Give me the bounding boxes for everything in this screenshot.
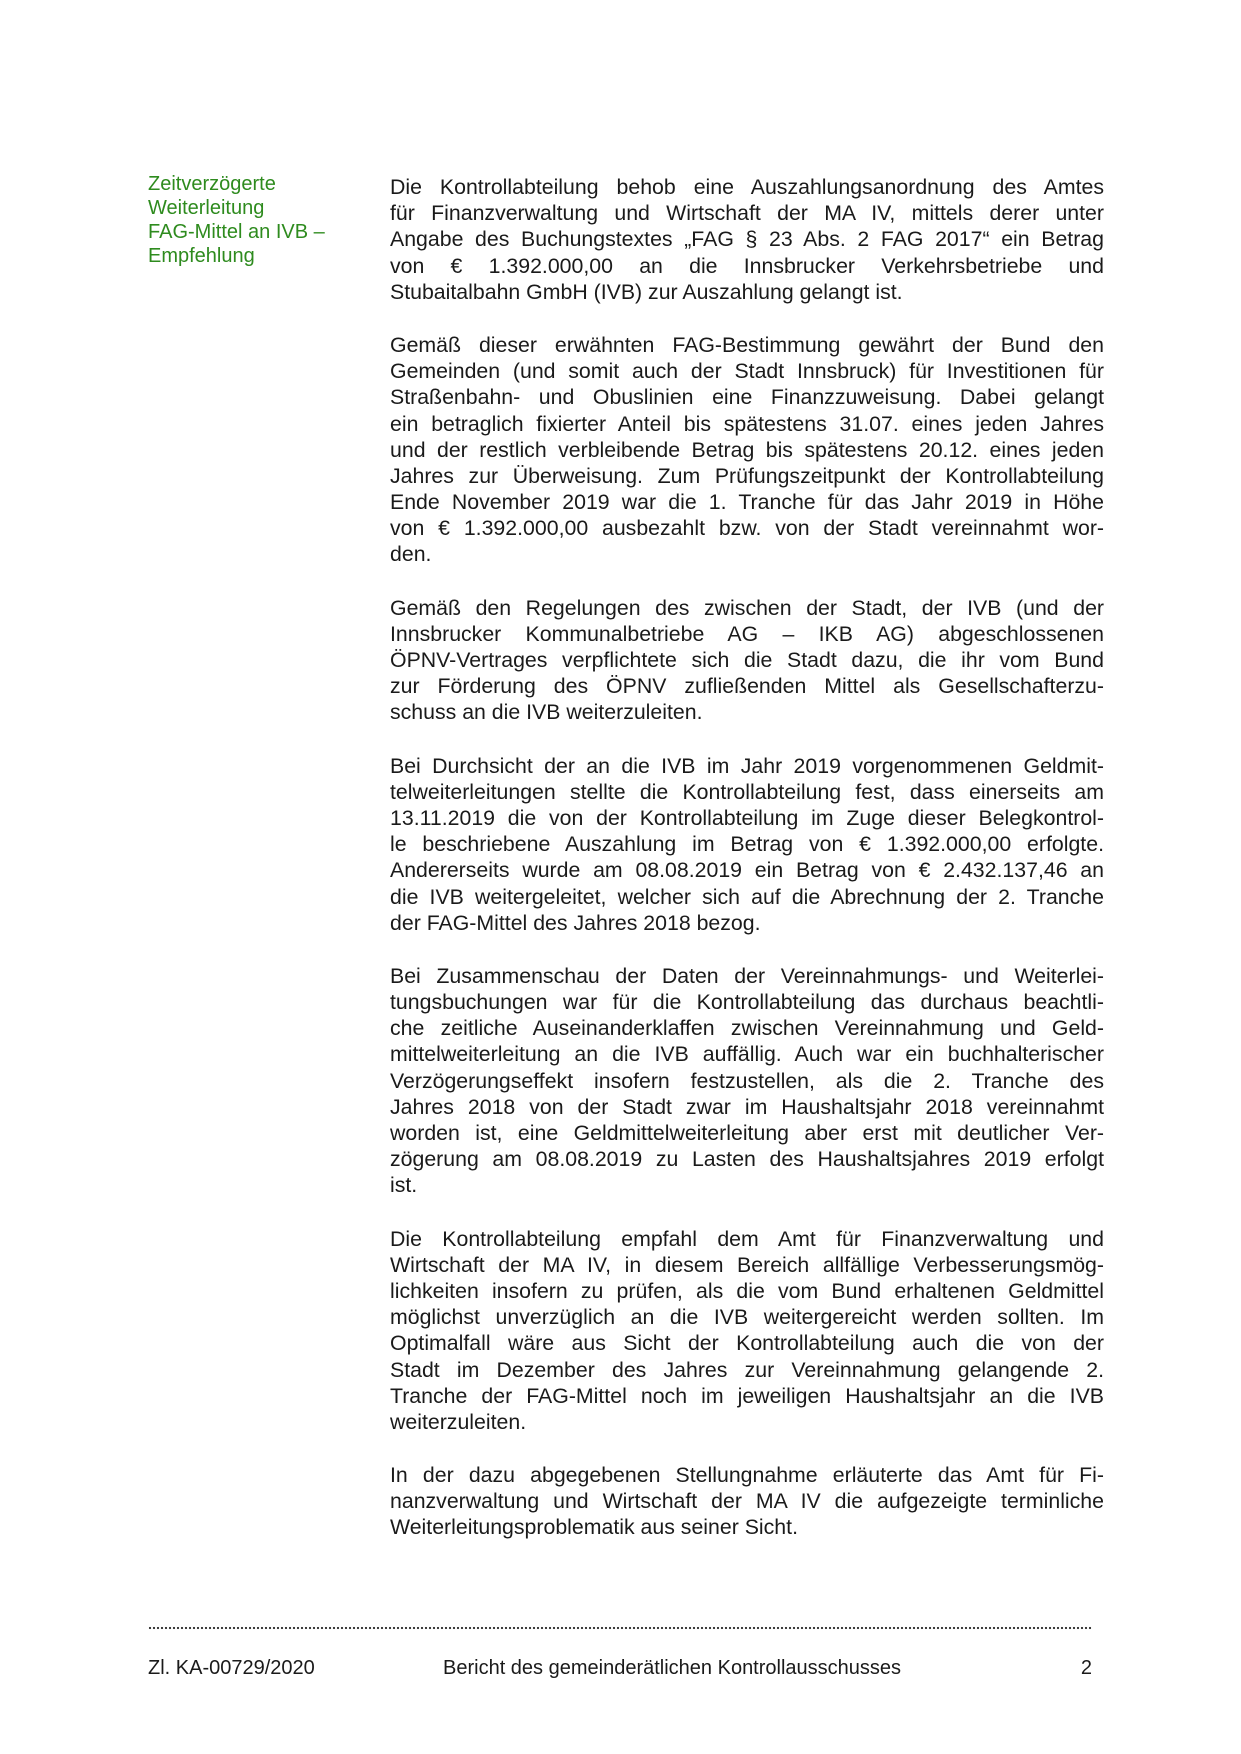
- text-line: Weiterleitungsproblematik aus seiner Sicht.: [390, 1515, 798, 1540]
- text-line: Gemäß den Regelungen des zwischen der Stadt, der IVB (und der: [390, 595, 1104, 620]
- body-text: [390, 174, 1104, 1568]
- text-line: Ende November 2019 war die 1. Tranche für das Jahr 2019 in Höhe: [390, 490, 1104, 515]
- text-line: 13.11.2019 die von der Kontrollabteilung im Zuge dieser Belegkontrol-: [390, 805, 1104, 830]
- text-line: Tranche der FAG-Mittel noch im jeweiligen Haushaltsjahr an die IVB: [390, 1383, 1104, 1408]
- margin-heading-line: Empfehlung: [148, 245, 255, 267]
- text-line: Bei Zusammenschau der Daten der Vereinnahmungs- und Weiterlei-: [390, 963, 1104, 988]
- paragraph-5: [390, 963, 1104, 1199]
- text-line: telweiterleitungen stellte die Kontrollabteilung fest, dass einerseits am: [390, 779, 1104, 804]
- text-line: möglichst unverzüglich an die IVB weitergereicht werden sollten. Im: [390, 1305, 1104, 1330]
- text-line: den.: [390, 542, 432, 567]
- text-line: Verzögerungseffekt insofern festzustellen, als die 2. Tranche des: [390, 1068, 1104, 1093]
- text-line: Jahres 2018 von der Stadt zwar im Haushaltsjahr 2018 vereinnahmt: [390, 1094, 1104, 1119]
- margin-heading: [148, 172, 348, 268]
- text-line: von € 1.392.000,00 an die Innsbrucker Verkehrsbetriebe und: [390, 253, 1104, 278]
- text-line: Straßenbahn- und Obuslinien eine Finanzzuweisung. Dabei gelangt: [390, 385, 1104, 410]
- footer-divider: [148, 1626, 1092, 1630]
- text-line: ÖPNV-Vertrages verpflichtete sich die Stadt dazu, die ihr vom Bund: [390, 648, 1104, 672]
- page-number: 2: [1080, 1657, 1092, 1679]
- footer-reference: Zl. KA-00729/2020: [148, 1657, 315, 1679]
- text-line: Die Kontrollabteilung empfahl dem Amt für Finanzverwaltung und: [390, 1226, 1104, 1251]
- paragraph-1: [390, 174, 1104, 305]
- text-line: le beschriebene Auszahlung im Betrag von € 1.392.000,00 erfolgte.: [390, 832, 1104, 857]
- text-line: Stadt im Dezember des Jahres zur Vereinnahmung gelangende 2.: [390, 1357, 1104, 1382]
- text-line: Andererseits wurde am 08.08.2019 ein Betrag von € 2.432.137,46 an: [390, 858, 1104, 883]
- text-line: schuss an die IVB weiterzuleiten.: [390, 700, 703, 725]
- paragraph-3: [390, 595, 1104, 726]
- text-line: von € 1.392.000,00 ausbezahlt bzw. von der Stadt vereinnahmt wor-: [390, 516, 1104, 541]
- paragraph-2: [390, 332, 1104, 568]
- text-line: Stubaitalbahn GmbH (IVB) zur Auszahlung gelangt ist.: [390, 279, 903, 304]
- text-line: tungsbuchungen war für die Kontrollabteilung das durchaus beachtli-: [390, 990, 1104, 1015]
- text-line: die IVB weitergeleitet, welcher sich auf die Abrechnung der 2. Tranche: [390, 884, 1104, 909]
- text-line: Wirtschaft der MA IV, in diesem Bereich allfällige Verbesserungsmög-: [390, 1252, 1104, 1277]
- text-line: mittelweiterleitung an die IVB auffällig. Auch war ein buchhalterischer: [390, 1042, 1104, 1067]
- paragraph-7: [390, 1462, 1104, 1541]
- text-line: zögerung am 08.08.2019 zu Lasten des Haushaltsjahres 2019 erfolgt: [390, 1147, 1104, 1172]
- text-line: zur Förderung des ÖPNV zufließenden Mittel als Gesellschafterzu-: [390, 674, 1104, 699]
- text-line: che zeitliche Auseinanderklaffen zwischen Vereinnahmung und Geld-: [390, 1016, 1104, 1041]
- footer-title: Bericht des gemeinderätlichen Kontrollausschusses: [443, 1657, 902, 1679]
- text-line: ist.: [390, 1173, 418, 1198]
- text-line: für Finanzverwaltung und Wirtschaft der MA IV, mittels derer unter: [390, 201, 1104, 226]
- text-line: weiterzuleiten.: [390, 1409, 527, 1434]
- margin-heading-line: Weiterleitung: [148, 197, 265, 219]
- text-line: Die Kontrollabteilung behob eine Auszahlungsanordnung des Amtes: [390, 175, 1104, 199]
- text-line: ein betraglich fixierter Anteil bis spätestens 31.07. eines jeden Jahres: [390, 411, 1104, 436]
- text-line: Bei Durchsicht der an die IVB im Jahr 2019 vorgenommenen Geldmit-: [390, 753, 1104, 778]
- paragraph-4: [390, 753, 1104, 936]
- text-line: In der dazu abgegebenen Stellungnahme erläuterte das Amt für Fi-: [390, 1463, 1104, 1488]
- text-line: Jahres zur Überweisung. Zum Prüfungszeitpunkt der Kontrollabteilung: [390, 463, 1104, 488]
- text-line: Gemeinden (und somit auch der Stadt Innsbruck) für Investitionen für: [390, 359, 1104, 384]
- margin-heading-line: Zeitverzögerte: [148, 173, 276, 195]
- margin-heading-line: FAG-Mittel an IVB –: [148, 221, 325, 243]
- text-line: worden ist, eine Geldmittelweiterleitung aber erst mit deutlicher Ver-: [390, 1121, 1104, 1145]
- text-line: Gemäß dieser erwähnten FAG-Bestimmung gewährt der Bund den: [390, 332, 1104, 357]
- paragraph-6: [390, 1226, 1104, 1436]
- text-line: lichkeiten insofern zu prüfen, als die vom Bund erhaltenen Geldmittel: [390, 1278, 1104, 1303]
- text-line: Optimalfall wäre aus Sicht der Kontrollabteilung auch die von der: [390, 1331, 1104, 1356]
- text-line: und der restlich verbleibende Betrag bis spätestens 20.12. eines jeden: [390, 437, 1104, 462]
- text-line: nanzverwaltung und Wirtschaft der MA IV die aufgezeigte terminliche: [390, 1489, 1104, 1514]
- text-line: der FAG-Mittel des Jahres 2018 bezog.: [390, 910, 761, 935]
- text-line: Innsbrucker Kommunalbetriebe AG – IKB AG) abgeschlossenen: [390, 621, 1104, 646]
- text-line: Angabe des Buchungstextes „FAG § 23 Abs. 2 FAG 2017“ ein Betrag: [390, 227, 1104, 252]
